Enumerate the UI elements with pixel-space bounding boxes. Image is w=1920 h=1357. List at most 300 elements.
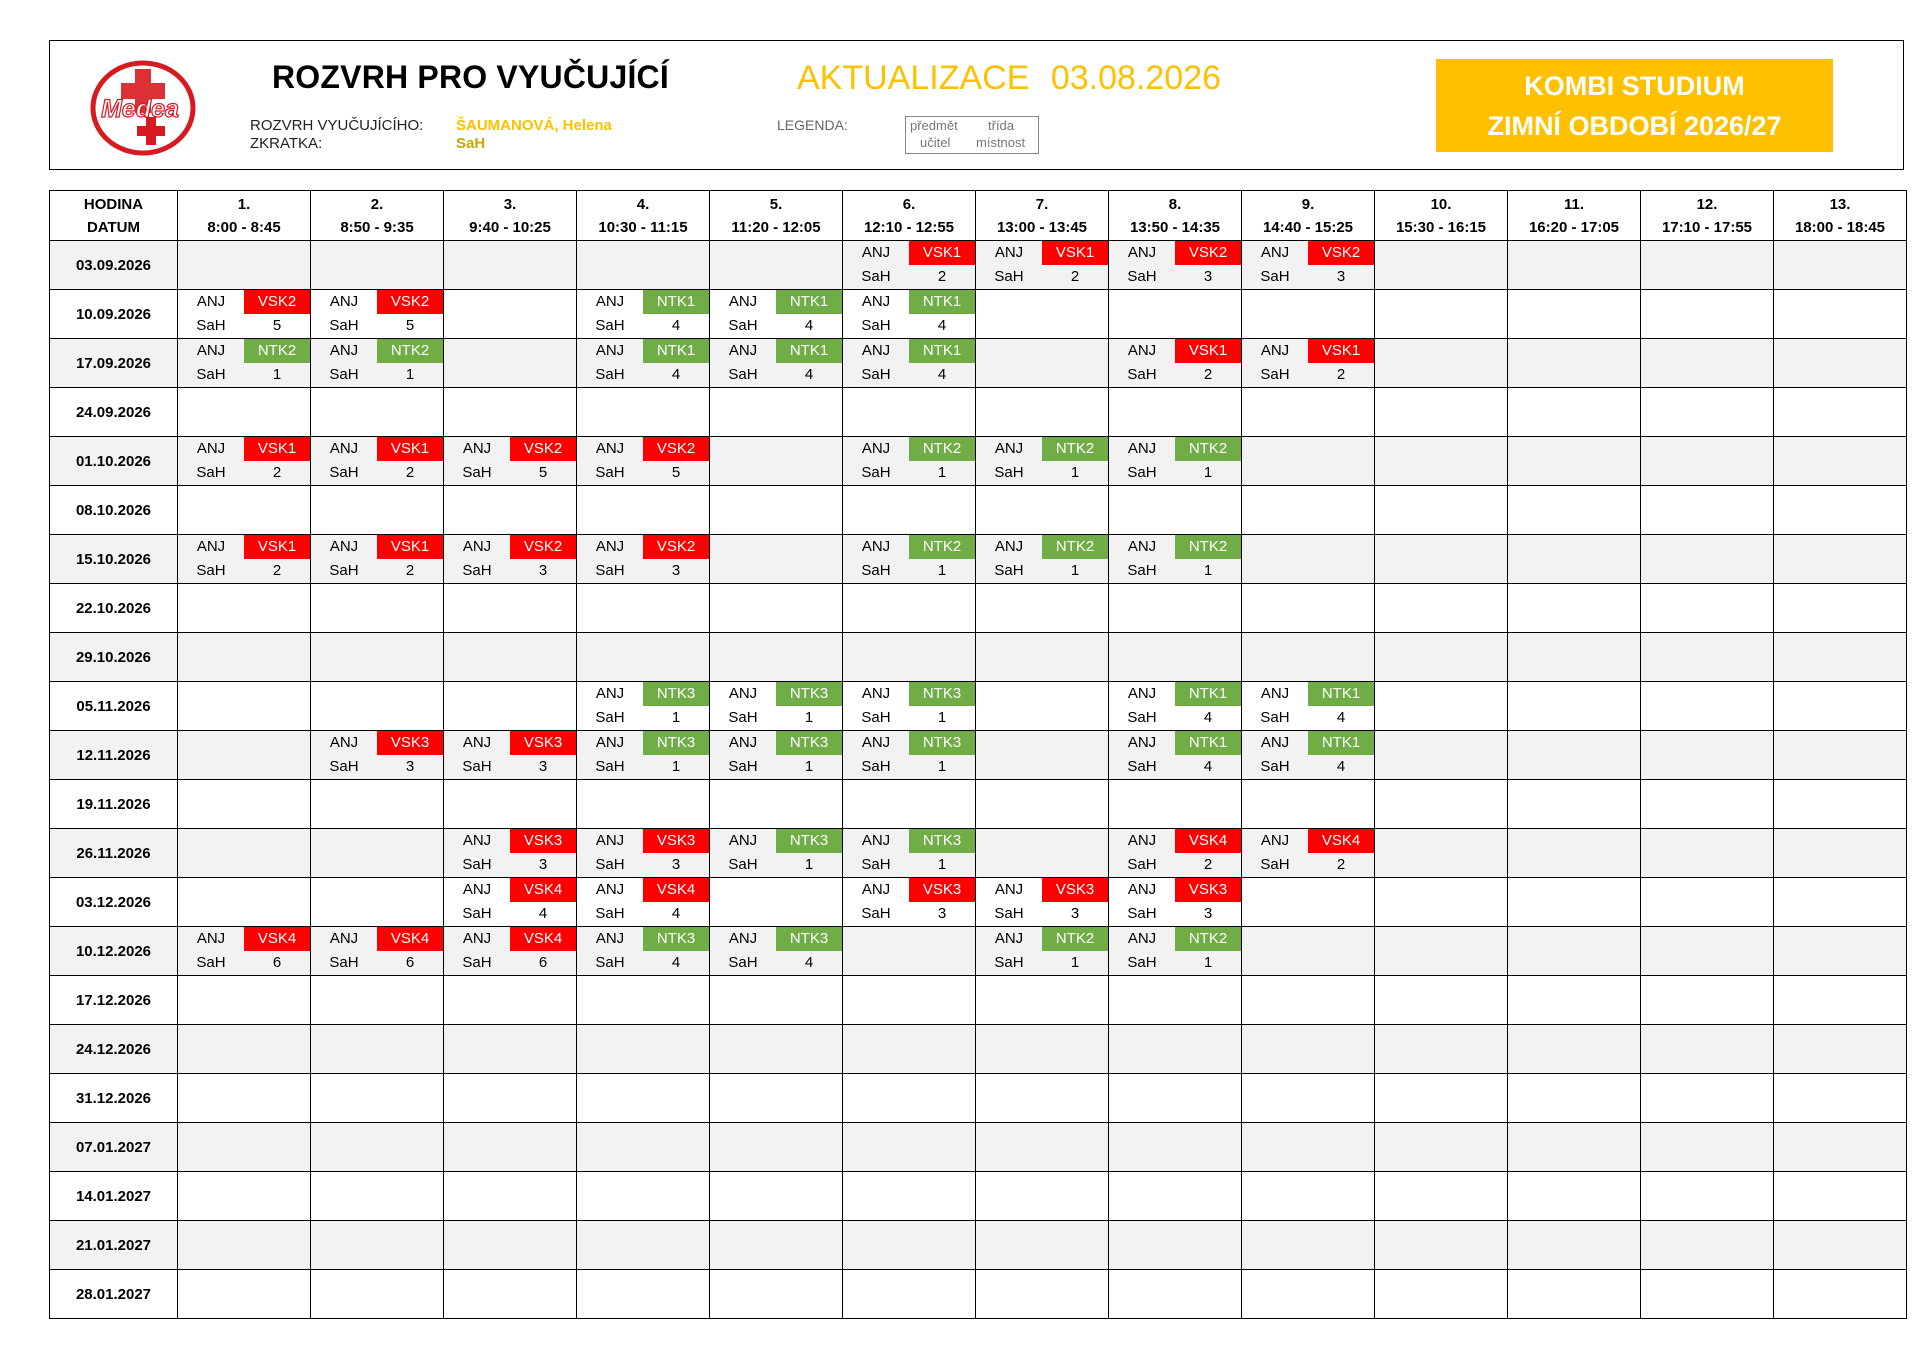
lesson-cell <box>710 339 843 388</box>
lesson-room: 1 <box>272 366 282 383</box>
legend-room: místnost <box>976 135 1026 150</box>
empty-cell <box>1242 1074 1375 1123</box>
empty-cell <box>1641 290 1774 339</box>
lesson-teacher: SaH <box>462 954 492 971</box>
empty-cell <box>843 1221 976 1270</box>
lesson-room: 3 <box>937 905 947 922</box>
lesson-teacher: SaH <box>462 905 492 922</box>
lesson-subject: ANJ <box>861 342 891 359</box>
period-header <box>976 191 1109 241</box>
lesson-teacher: SaH <box>329 317 359 334</box>
lesson-class: NTK3 <box>909 731 975 755</box>
empty-cell <box>178 584 311 633</box>
period-time: 12:10 - 12:55 <box>863 218 955 236</box>
lesson-teacher: SaH <box>462 562 492 579</box>
empty-cell <box>1641 437 1774 486</box>
lesson-teacher: SaH <box>861 464 891 481</box>
lesson-cell <box>976 535 1109 584</box>
teacher-label: ROZVRH VYUČUJÍCÍHO: <box>250 117 424 134</box>
date-cell: 10.09.2026 <box>50 290 178 339</box>
empty-cell <box>178 486 311 535</box>
lesson-cell <box>843 829 976 878</box>
lesson-class: VSK4 <box>1175 829 1241 853</box>
lesson-room: 1 <box>1070 562 1080 579</box>
lesson-class: NTK3 <box>909 829 975 853</box>
lesson-cell <box>843 682 976 731</box>
empty-cell <box>843 780 976 829</box>
lesson-cell <box>1109 339 1242 388</box>
empty-cell <box>178 780 311 829</box>
lesson-room: 4 <box>1336 709 1346 726</box>
lesson-subject: ANJ <box>595 293 625 310</box>
update-label: AKTUALIZACE <box>797 59 1030 97</box>
lesson-room: 2 <box>1336 856 1346 873</box>
empty-cell <box>577 1270 710 1319</box>
lesson-subject: ANJ <box>462 930 492 947</box>
lesson-teacher: SaH <box>595 317 625 334</box>
period-time: 11:20 - 12:05 <box>731 218 821 236</box>
lesson-room: 2 <box>1203 366 1213 383</box>
lesson-teacher: SaH <box>994 464 1024 481</box>
lesson-teacher: SaH <box>462 464 492 481</box>
lesson-subject: ANJ <box>462 881 492 898</box>
empty-cell <box>577 486 710 535</box>
table-row <box>50 1172 1907 1221</box>
empty-cell <box>843 976 976 1025</box>
lesson-room: 1 <box>937 709 947 726</box>
lesson-subject: ANJ <box>595 832 625 849</box>
lesson-cell <box>577 878 710 927</box>
empty-cell <box>1375 241 1508 290</box>
empty-cell <box>1508 731 1641 780</box>
empty-cell <box>311 1270 444 1319</box>
lesson-subject: ANJ <box>595 930 625 947</box>
schedule-body <box>50 241 1907 1319</box>
empty-cell <box>311 486 444 535</box>
lesson-teacher: SaH <box>329 366 359 383</box>
lesson-teacher: SaH <box>861 317 891 334</box>
lesson-cell <box>311 290 444 339</box>
empty-cell <box>178 682 311 731</box>
empty-cell <box>1774 1172 1907 1221</box>
lesson-teacher: SaH <box>1260 268 1290 285</box>
period-time: 8:50 - 9:35 <box>340 218 414 236</box>
table-row <box>50 682 1907 731</box>
empty-cell <box>1774 927 1907 976</box>
empty-cell <box>1242 878 1375 927</box>
lesson-subject: ANJ <box>1127 685 1157 702</box>
date-cell: 24.09.2026 <box>50 388 178 437</box>
empty-cell <box>1375 780 1508 829</box>
lesson-class: VSK2 <box>510 437 576 461</box>
period-time: 17:10 - 17:55 <box>1661 218 1753 236</box>
period-number: 5. <box>769 195 783 213</box>
empty-cell <box>1508 976 1641 1025</box>
lesson-cell <box>976 437 1109 486</box>
empty-cell <box>1641 1221 1774 1270</box>
empty-cell <box>1109 976 1242 1025</box>
lesson-room: 3 <box>671 562 681 579</box>
empty-cell <box>710 388 843 437</box>
empty-cell <box>1508 1025 1641 1074</box>
empty-cell <box>311 976 444 1025</box>
lesson-subject: ANJ <box>196 440 226 457</box>
lesson-cell <box>577 290 710 339</box>
empty-cell <box>976 1270 1109 1319</box>
empty-cell <box>444 486 577 535</box>
lesson-room: 3 <box>1070 905 1080 922</box>
period-time: 10:30 - 11:15 <box>598 218 688 236</box>
lesson-teacher: SaH <box>994 562 1024 579</box>
lesson-class: VSK1 <box>1308 339 1374 363</box>
lesson-cell <box>843 339 976 388</box>
lesson-class: NTK1 <box>1175 731 1241 755</box>
empty-cell <box>1641 731 1774 780</box>
table-row <box>50 633 1907 682</box>
lesson-teacher: SaH <box>462 856 492 873</box>
corner-line-2: DATUM <box>86 218 141 236</box>
legend-label: LEGENDA: <box>777 117 848 133</box>
empty-cell <box>1375 829 1508 878</box>
lesson-cell <box>311 339 444 388</box>
lesson-class: NTK3 <box>909 682 975 706</box>
lesson-class: NTK3 <box>643 731 709 755</box>
lesson-teacher: SaH <box>1127 366 1157 383</box>
lesson-class: NTK1 <box>909 290 975 314</box>
lesson-subject: ANJ <box>728 342 758 359</box>
lesson-class: VSK4 <box>643 878 709 902</box>
lesson-teacher: SaH <box>196 562 226 579</box>
medea-logo <box>88 59 198 157</box>
empty-cell <box>1242 437 1375 486</box>
empty-cell <box>1774 1221 1907 1270</box>
lesson-teacher: SaH <box>196 954 226 971</box>
lesson-teacher: SaH <box>595 758 625 775</box>
empty-cell <box>1375 1025 1508 1074</box>
lesson-room: 1 <box>804 758 814 775</box>
empty-cell <box>178 241 311 290</box>
empty-cell <box>178 388 311 437</box>
empty-cell <box>178 1172 311 1221</box>
lesson-subject: ANJ <box>728 685 758 702</box>
lesson-cell <box>1109 241 1242 290</box>
lesson-class: NTK3 <box>643 927 709 951</box>
lesson-room: 4 <box>804 317 814 334</box>
empty-cell <box>1508 829 1641 878</box>
empty-cell <box>1375 1123 1508 1172</box>
lesson-class: VSK4 <box>510 878 576 902</box>
period-time: 16:20 - 17:05 <box>1528 218 1620 236</box>
empty-cell <box>710 437 843 486</box>
lesson-room: 1 <box>671 709 681 726</box>
empty-cell <box>1508 437 1641 486</box>
legend-class: třída <box>988 118 1015 133</box>
empty-cell <box>1774 241 1907 290</box>
lesson-teacher: SaH <box>1260 758 1290 775</box>
lesson-cell <box>976 878 1109 927</box>
empty-cell <box>1109 290 1242 339</box>
abbrev-label: ZKRATKA: <box>250 135 323 152</box>
lesson-room: 1 <box>804 709 814 726</box>
empty-cell <box>1508 241 1641 290</box>
empty-cell <box>1242 1025 1375 1074</box>
schedule-header <box>49 40 1904 170</box>
empty-cell <box>1774 633 1907 682</box>
empty-cell <box>1242 486 1375 535</box>
empty-cell <box>178 731 311 780</box>
lesson-cell <box>1109 535 1242 584</box>
period-number: 4. <box>636 195 650 213</box>
empty-cell <box>843 1172 976 1221</box>
lesson-teacher: SaH <box>1127 905 1157 922</box>
lesson-class: NTK2 <box>1175 437 1241 461</box>
legend-box <box>905 116 1039 154</box>
lesson-subject: ANJ <box>329 538 359 555</box>
empty-cell <box>1242 584 1375 633</box>
lesson-class: NTK3 <box>776 682 842 706</box>
lesson-teacher: SaH <box>196 464 226 481</box>
lesson-cell <box>444 927 577 976</box>
lesson-room: 2 <box>1070 268 1080 285</box>
lesson-subject: ANJ <box>462 538 492 555</box>
empty-cell <box>1375 1270 1508 1319</box>
table-row <box>50 927 1907 976</box>
lesson-cell <box>178 535 311 584</box>
period-header <box>1774 191 1907 241</box>
lesson-cell <box>1109 927 1242 976</box>
empty-cell <box>1375 535 1508 584</box>
empty-cell <box>710 535 843 584</box>
update-value: 03.08.2026 <box>1050 59 1222 97</box>
lesson-cell <box>444 437 577 486</box>
empty-cell <box>1242 780 1375 829</box>
empty-cell <box>843 388 976 437</box>
empty-cell <box>311 1123 444 1172</box>
lesson-class: NTK1 <box>1308 682 1374 706</box>
lesson-room: 6 <box>405 954 415 971</box>
lesson-teacher: SaH <box>462 758 492 775</box>
empty-cell <box>843 633 976 682</box>
lesson-teacher: SaH <box>329 464 359 481</box>
lesson-cell <box>710 290 843 339</box>
period-header <box>1641 191 1774 241</box>
page-title: ROZVRH PRO VYUČUJÍCÍ <box>272 59 669 95</box>
lesson-class: VSK3 <box>510 829 576 853</box>
lesson-cell <box>311 437 444 486</box>
empty-cell <box>577 780 710 829</box>
lesson-class: NTK2 <box>909 535 975 559</box>
lesson-teacher: SaH <box>196 366 226 383</box>
lesson-subject: ANJ <box>994 538 1024 555</box>
lesson-room: 3 <box>1203 905 1213 922</box>
empty-cell <box>444 633 577 682</box>
empty-cell <box>178 1074 311 1123</box>
date-cell: 10.12.2026 <box>50 927 178 976</box>
lesson-cell <box>178 437 311 486</box>
lesson-teacher: SaH <box>861 709 891 726</box>
empty-cell <box>1774 1074 1907 1123</box>
lesson-class: NTK3 <box>643 682 709 706</box>
lesson-cell <box>843 878 976 927</box>
empty-cell <box>1508 633 1641 682</box>
lesson-subject: ANJ <box>1127 538 1157 555</box>
lesson-cell <box>444 878 577 927</box>
empty-cell <box>1375 388 1508 437</box>
empty-cell <box>1641 633 1774 682</box>
lesson-cell <box>1242 241 1375 290</box>
empty-cell <box>1242 1172 1375 1221</box>
empty-cell <box>1641 780 1774 829</box>
lesson-class: VSK1 <box>1042 241 1108 265</box>
empty-cell <box>1242 1123 1375 1172</box>
empty-cell <box>976 1221 1109 1270</box>
lesson-cell <box>710 829 843 878</box>
lesson-subject: ANJ <box>728 832 758 849</box>
table-row <box>50 878 1907 927</box>
lesson-teacher: SaH <box>1260 709 1290 726</box>
lesson-teacher: SaH <box>861 905 891 922</box>
lesson-subject: ANJ <box>196 342 226 359</box>
lesson-teacher: SaH <box>728 954 758 971</box>
empty-cell <box>1641 1025 1774 1074</box>
lesson-class: VSK4 <box>510 927 576 951</box>
lesson-subject: ANJ <box>1127 440 1157 457</box>
empty-cell <box>1641 388 1774 437</box>
empty-cell <box>444 241 577 290</box>
empty-cell <box>444 339 577 388</box>
period-time: 15:30 - 16:15 <box>1395 218 1487 236</box>
empty-cell <box>1774 535 1907 584</box>
lesson-room: 4 <box>804 366 814 383</box>
period-header <box>1375 191 1508 241</box>
lesson-class: NTK1 <box>776 290 842 314</box>
empty-cell <box>178 1123 311 1172</box>
empty-cell <box>976 339 1109 388</box>
lesson-teacher: SaH <box>1260 366 1290 383</box>
empty-cell <box>1641 241 1774 290</box>
empty-cell <box>1109 1025 1242 1074</box>
lesson-cell <box>577 437 710 486</box>
lesson-subject: ANJ <box>595 440 625 457</box>
lesson-subject: ANJ <box>329 440 359 457</box>
empty-cell <box>710 1270 843 1319</box>
date-cell: 28.01.2027 <box>50 1270 178 1319</box>
empty-cell <box>444 584 577 633</box>
lesson-class: VSK2 <box>377 290 443 314</box>
table-row <box>50 1221 1907 1270</box>
empty-cell <box>1508 290 1641 339</box>
lesson-room: 5 <box>671 464 681 481</box>
period-header <box>311 191 444 241</box>
period-time: 18:00 - 18:45 <box>1794 218 1886 236</box>
empty-cell <box>1774 829 1907 878</box>
empty-cell <box>311 1221 444 1270</box>
lesson-teacher: SaH <box>595 856 625 873</box>
empty-cell <box>1109 388 1242 437</box>
empty-cell <box>444 976 577 1025</box>
table-row <box>50 1025 1907 1074</box>
empty-cell <box>976 388 1109 437</box>
lesson-cell <box>444 829 577 878</box>
lesson-class: VSK1 <box>1175 339 1241 363</box>
lesson-teacher: SaH <box>994 268 1024 285</box>
lesson-class: VSK1 <box>377 437 443 461</box>
lesson-class: NTK2 <box>1042 535 1108 559</box>
empty-cell <box>1774 339 1907 388</box>
empty-cell <box>1375 927 1508 976</box>
empty-cell <box>1508 1270 1641 1319</box>
period-number: 10. <box>1430 195 1452 213</box>
empty-cell <box>1375 976 1508 1025</box>
table-row <box>50 437 1907 486</box>
empty-cell <box>178 1221 311 1270</box>
lesson-room: 1 <box>671 758 681 775</box>
program-line-1: KOMBI STUDIUM <box>1524 70 1745 101</box>
lesson-room: 1 <box>804 856 814 873</box>
empty-cell <box>710 780 843 829</box>
lesson-class: VSK4 <box>377 927 443 951</box>
date-cell: 26.11.2026 <box>50 829 178 878</box>
lesson-subject: ANJ <box>861 881 891 898</box>
empty-cell <box>1774 682 1907 731</box>
empty-cell <box>976 731 1109 780</box>
empty-cell <box>311 1074 444 1123</box>
period-number: 11. <box>1563 195 1585 213</box>
empty-cell <box>976 290 1109 339</box>
empty-cell <box>311 878 444 927</box>
empty-cell <box>710 633 843 682</box>
lesson-room: 1 <box>937 464 947 481</box>
table-row <box>50 731 1907 780</box>
period-time: 13:00 - 13:45 <box>996 218 1088 236</box>
empty-cell <box>976 633 1109 682</box>
lesson-class: NTK3 <box>776 829 842 853</box>
lesson-class: NTK1 <box>909 339 975 363</box>
date-cell: 05.11.2026 <box>50 682 178 731</box>
lesson-class: NTK2 <box>909 437 975 461</box>
empty-cell <box>1774 878 1907 927</box>
lesson-subject: ANJ <box>1127 881 1157 898</box>
empty-cell <box>843 1123 976 1172</box>
lesson-cell <box>577 535 710 584</box>
lesson-cell <box>577 682 710 731</box>
empty-cell <box>710 1074 843 1123</box>
lesson-teacher: SaH <box>861 268 891 285</box>
lesson-room: 1 <box>405 366 415 383</box>
period-number: 3. <box>503 195 517 213</box>
empty-cell <box>1508 927 1641 976</box>
empty-cell <box>1508 1074 1641 1123</box>
empty-cell <box>710 1025 843 1074</box>
lesson-class: NTK2 <box>1175 927 1241 951</box>
lesson-subject: ANJ <box>196 930 226 947</box>
empty-cell <box>1242 976 1375 1025</box>
lesson-cell <box>311 731 444 780</box>
period-time: 13:50 - 14:35 <box>1129 218 1221 236</box>
lesson-class: VSK2 <box>1175 241 1241 265</box>
empty-cell <box>1109 486 1242 535</box>
empty-cell <box>843 927 976 976</box>
empty-cell <box>311 1025 444 1074</box>
lesson-cell <box>843 437 976 486</box>
empty-cell <box>577 976 710 1025</box>
period-number: 8. <box>1168 195 1182 213</box>
lesson-teacher: SaH <box>196 317 226 334</box>
empty-cell <box>1109 1074 1242 1123</box>
empty-cell <box>444 1221 577 1270</box>
empty-cell <box>1774 290 1907 339</box>
empty-cell <box>178 633 311 682</box>
